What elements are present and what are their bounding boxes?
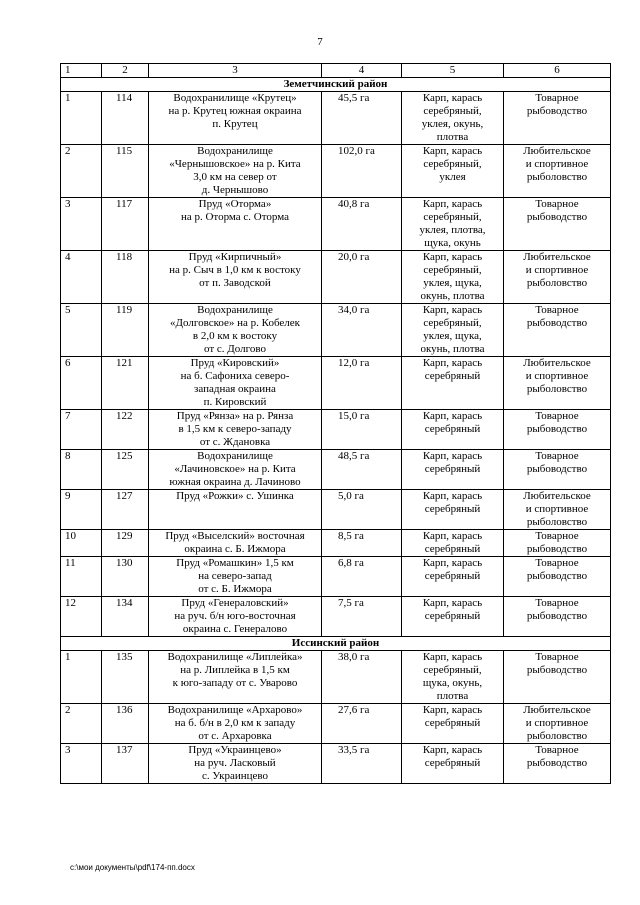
row-number-cell: 3 <box>61 198 102 251</box>
row-number-cell: 12 <box>61 597 102 637</box>
usage-type-cell: Любительское и спортивное рыболовство <box>504 251 611 304</box>
registry-code-cell: 118 <box>102 251 149 304</box>
row-number-cell: 3 <box>61 744 102 784</box>
table-row <box>61 744 611 784</box>
area-cell: 48,5 га <box>322 450 402 490</box>
usage-type-cell: Товарное рыбоводство <box>504 410 611 450</box>
column-header: 4 <box>322 64 402 78</box>
usage-type-cell: Любительское и спортивное рыболовство <box>504 357 611 410</box>
table-row <box>61 198 611 251</box>
district-header-row <box>61 78 611 92</box>
reservoir-table <box>60 63 611 784</box>
usage-type-cell: Любительское и спортивное рыболовство <box>504 490 611 530</box>
water-body-cell: Водохранилище «Архарово» на б. б/н в 2,0 км к западу от с. Архаровка <box>149 704 322 744</box>
row-number-cell: 8 <box>61 450 102 490</box>
district-name: Иссинский район <box>61 637 611 651</box>
fish-species-cell: Карп, карась серебряный <box>402 744 504 784</box>
usage-type-cell: Товарное рыбоводство <box>504 92 611 145</box>
fish-species-cell: Карп, карась серебряный <box>402 410 504 450</box>
registry-code-cell: 134 <box>102 597 149 637</box>
row-number-cell: 2 <box>61 145 102 198</box>
fish-species-cell: Карп, карась серебряный, уклея <box>402 145 504 198</box>
water-body-cell: Водохранилище «Крутец» на р. Крутец южная окраина п. Крутец <box>149 92 322 145</box>
table-body <box>61 64 611 784</box>
fish-species-cell: Карп, карась серебряный <box>402 490 504 530</box>
area-cell: 40,8 га <box>322 198 402 251</box>
fish-species-cell: Карп, карась серебряный <box>402 530 504 557</box>
water-body-cell: Пруд «Оторма» на р. Оторма с. Оторма <box>149 198 322 251</box>
table-row <box>61 92 611 145</box>
registry-code-cell: 117 <box>102 198 149 251</box>
table-row <box>61 597 611 637</box>
column-header-row <box>61 64 611 78</box>
water-body-cell: Пруд «Ромашкин» 1,5 км на северо-запад от с. Б. Ижмора <box>149 557 322 597</box>
registry-code-cell: 135 <box>102 651 149 704</box>
table-row <box>61 450 611 490</box>
fish-species-cell: Карп, карась серебряный <box>402 704 504 744</box>
table-row <box>61 530 611 557</box>
registry-code-cell: 114 <box>102 92 149 145</box>
water-body-cell: Пруд «Кирпичный» на р. Сыч в 1,0 км к востоку от п. Заводской <box>149 251 322 304</box>
fish-species-cell: Карп, карась серебряный, уклея, щука, окунь, плотва <box>402 304 504 357</box>
water-body-cell: Пруд «Украинцево» на руч. Ласковый с. Украинцево <box>149 744 322 784</box>
row-number-cell: 11 <box>61 557 102 597</box>
table-row <box>61 357 611 410</box>
water-body-cell: Пруд «Рянза» на р. Рянза в 1,5 км к северо-западу от с. Ждановка <box>149 410 322 450</box>
row-number-cell: 6 <box>61 357 102 410</box>
fish-species-cell: Карп, карась серебряный, уклея, окунь, плотва <box>402 92 504 145</box>
water-body-cell: Водохранилище «Лачиновское» на р. Кита южная окраина д. Лачиново <box>149 450 322 490</box>
registry-code-cell: 137 <box>102 744 149 784</box>
area-cell: 34,0 га <box>322 304 402 357</box>
water-body-cell: Водохранилище «Чернышовское» на р. Кита 3,0 км на север от д. Чернышово <box>149 145 322 198</box>
area-cell: 6,8 га <box>322 557 402 597</box>
registry-code-cell: 115 <box>102 145 149 198</box>
registry-code-cell: 136 <box>102 704 149 744</box>
area-cell: 15,0 га <box>322 410 402 450</box>
fish-species-cell: Карп, карась серебряный, щука, окунь, плотва <box>402 651 504 704</box>
area-cell: 27,6 га <box>322 704 402 744</box>
row-number-cell: 9 <box>61 490 102 530</box>
water-body-cell: Пруд «Выселский» восточная окраина с. Б. Ижмора <box>149 530 322 557</box>
district-header-row <box>61 637 611 651</box>
fish-species-cell: Карп, карась серебряный, уклея, щука, окунь, плотва <box>402 251 504 304</box>
water-body-cell: Пруд «Генераловский» на руч. б/н юго-восточная окраина с. Генералово <box>149 597 322 637</box>
row-number-cell: 7 <box>61 410 102 450</box>
column-header: 1 <box>61 64 102 78</box>
usage-type-cell: Товарное рыбоводство <box>504 304 611 357</box>
usage-type-cell: Товарное рыбоводство <box>504 450 611 490</box>
area-cell: 20,0 га <box>322 251 402 304</box>
area-cell: 45,5 га <box>322 92 402 145</box>
area-cell: 33,5 га <box>322 744 402 784</box>
area-cell: 7,5 га <box>322 597 402 637</box>
water-body-cell: Водохранилище «Долговское» на р. Кобелек в 2,0 км к востоку от с. Долгово <box>149 304 322 357</box>
registry-code-cell: 125 <box>102 450 149 490</box>
area-cell: 5,0 га <box>322 490 402 530</box>
usage-type-cell: Товарное рыбоводство <box>504 597 611 637</box>
usage-type-cell: Любительское и спортивное рыболовство <box>504 704 611 744</box>
row-number-cell: 1 <box>61 92 102 145</box>
file-path-footer: c:\мои документы\pdf\174-пп.docx <box>70 863 195 872</box>
usage-type-cell: Товарное рыбоводство <box>504 530 611 557</box>
water-body-cell: Водохранилище «Липлейка» на р. Липлейка в 1,5 км к юго-западу от с. Уварово <box>149 651 322 704</box>
fish-species-cell: Карп, карась серебряный, уклея, плотва, щука, окунь <box>402 198 504 251</box>
registry-code-cell: 130 <box>102 557 149 597</box>
column-header: 5 <box>402 64 504 78</box>
registry-code-cell: 122 <box>102 410 149 450</box>
table-row <box>61 251 611 304</box>
water-body-cell: Пруд «Кировский» на б. Сафониха северо- западная окраина п. Кировский <box>149 357 322 410</box>
fish-species-cell: Карп, карась серебряный <box>402 597 504 637</box>
table-row <box>61 704 611 744</box>
area-cell: 12,0 га <box>322 357 402 410</box>
table-row <box>61 304 611 357</box>
table-row <box>61 651 611 704</box>
usage-type-cell: Товарное рыбоводство <box>504 744 611 784</box>
area-cell: 102,0 га <box>322 145 402 198</box>
usage-type-cell: Товарное рыбоводство <box>504 198 611 251</box>
row-number-cell: 5 <box>61 304 102 357</box>
row-number-cell: 1 <box>61 651 102 704</box>
column-header: 6 <box>504 64 611 78</box>
row-number-cell: 10 <box>61 530 102 557</box>
fish-species-cell: Карп, карась серебряный <box>402 450 504 490</box>
usage-type-cell: Товарное рыбоводство <box>504 557 611 597</box>
registry-code-cell: 129 <box>102 530 149 557</box>
registry-code-cell: 119 <box>102 304 149 357</box>
table-row <box>61 145 611 198</box>
water-body-cell: Пруд «Рожки» с. Ушинка <box>149 490 322 530</box>
table-row <box>61 557 611 597</box>
area-cell: 38,0 га <box>322 651 402 704</box>
fish-species-cell: Карп, карась серебряный <box>402 357 504 410</box>
row-number-cell: 2 <box>61 704 102 744</box>
area-cell: 8,5 га <box>322 530 402 557</box>
fish-species-cell: Карп, карась серебряный <box>402 557 504 597</box>
table-row <box>61 490 611 530</box>
page-number: 7 <box>317 36 323 48</box>
usage-type-cell: Любительское и спортивное рыболовство <box>504 145 611 198</box>
row-number-cell: 4 <box>61 251 102 304</box>
usage-type-cell: Товарное рыбоводство <box>504 651 611 704</box>
registry-code-cell: 121 <box>102 357 149 410</box>
column-header: 3 <box>149 64 322 78</box>
table-row <box>61 410 611 450</box>
district-name: Земетчинский район <box>61 78 611 92</box>
registry-code-cell: 127 <box>102 490 149 530</box>
column-header: 2 <box>102 64 149 78</box>
